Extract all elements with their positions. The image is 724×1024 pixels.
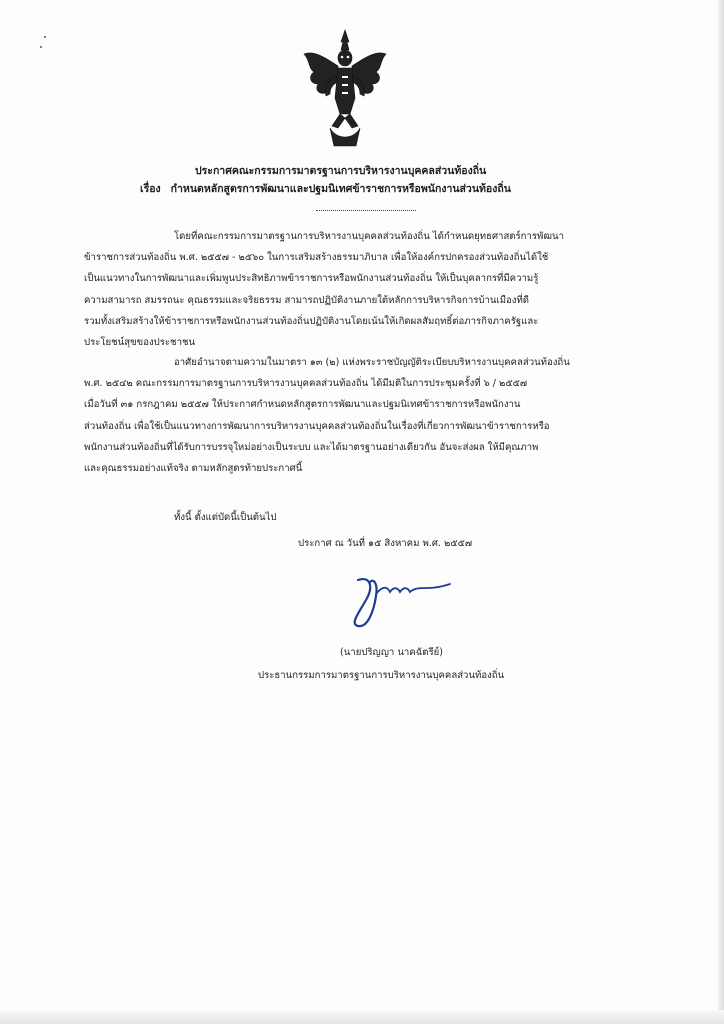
signer-name: (นายปริญญา นาคฉัตรีย์) bbox=[340, 647, 443, 658]
paragraph-line: โดยที่คณะกรรมการมาตรฐานการบริหารงานบุคคลส่วนท้องถิ่น ได้กำหนดยุทธศาสตร์การพัฒนา bbox=[174, 231, 564, 242]
paragraph-line: เมื่อวันที่ ๓๑ กรกฎาคม ๒๕๕๗ ให้ประกาศกำหนดหลักสูตรการพัฒนาและปฐมนิเทศข้าราชการหรือพนักงาน bbox=[84, 399, 521, 411]
subject-text: กำหนดหลักสูตรการพัฒนาและปฐมนิเทศข้าราชการหรือพนักงานส่วนท้องถิ่น bbox=[170, 183, 511, 195]
signer-position: ประธานกรรมการมาตรฐานการบริหารงานบุคคลส่วนท้องถิ่น bbox=[258, 670, 505, 681]
paragraph-line: ส่วนท้องถิ่น เพื่อใช้เป็นแนวทางการพัฒนาการบริหารงานบุคคลส่วนท้องถิ่นในเรื่องที่เกี่ยวการพัฒนาข้าราชการหรือ bbox=[84, 420, 550, 432]
paragraph-line: รวมทั้งเสริมสร้างให้ข้าราชการหรือพนักงานส่วนท้องถิ่นปฏิบัติงานโดยเน้นให้เกิดผลสัมฤทธิ์ต่อภารกิจภาครัฐและ bbox=[84, 315, 539, 327]
paragraph-line: ความสามารถ สมรรถนะ คุณธรรมและจริยธรรม สามารถปฏิบัติงานภายใต้หลักการบริหารกิจการบ้านเมืองที่ดี bbox=[84, 294, 530, 306]
announcement-title: ประกาศคณะกรรมการมาตรฐานการบริหารงานบุคคลส่วนท้องถิ่น bbox=[195, 165, 487, 177]
subject-label: เรื่อง bbox=[140, 183, 161, 195]
paragraph-line: ประโยชน์สุขของประชาชน bbox=[84, 336, 196, 348]
paragraph-authority bbox=[84, 352, 640, 479]
scan-speck bbox=[40, 46, 42, 48]
paragraph-line: ทั้งนี้ ตั้งแต่บัดนี้เป็นต้นไป bbox=[174, 512, 277, 523]
garuda-emblem-icon bbox=[300, 28, 390, 150]
announcement-subject bbox=[140, 181, 700, 197]
paragraph-line: เป็นแนวทางในการพัฒนาและเพิ่มพูนประสิทธิภาพข้าราชการหรือพนักงานส่วนท้องถิ่น ให้เป็นบุคลากรที่มีความรู้ bbox=[84, 273, 539, 285]
paragraph-effective bbox=[84, 507, 640, 528]
paragraph-line: พ.ศ. ๒๕๔๒ คณะกรรมการมาตรฐานการบริหารงานบุคคลส่วนท้องถิ่น ได้มีมติในการประชุมครั้งที่ ๖ / ๒๕๕๗ bbox=[84, 378, 528, 390]
paragraph-line: พนักงานส่วนท้องถิ่นที่ได้รับการบรรจุใหม่อย่างเป็นระบบ และได้มาตรฐานอย่างเดียวกัน อันจะส่งผล ให้มีคุณภาพ bbox=[84, 441, 539, 453]
scan-edge bbox=[0, 1010, 724, 1024]
title-divider bbox=[316, 210, 416, 211]
paragraph-line: ข้าราชการส่วนท้องถิ่น พ.ศ. ๒๕๕๗ - ๒๕๖๐ ในการเสริมสร้างธรรมาภิบาล เพื่อให้องค์กรปกครองส่วนท้องถิ่นได้ใช้ bbox=[84, 252, 549, 264]
scan-speck bbox=[44, 36, 46, 38]
paragraph-line: และคุณธรรมอย่างแท้จริง ตามหลักสูตรท้ายประกาศนี้ bbox=[84, 462, 303, 474]
handwritten-signature-icon bbox=[340, 570, 460, 630]
scan-edge bbox=[718, 0, 724, 1024]
announcement-date: ประกาศ ณ วันที่ ๑๕ สิงหาคม พ.ศ. ๒๕๕๗ bbox=[298, 538, 473, 549]
paragraph-preamble bbox=[84, 226, 640, 353]
paragraph-line: อาศัยอำนาจตามความในมาตรา ๑๓ (๒) แห่งพระราชบัญญัติระเบียบบริหารงานบุคคลส่วนท้องถิ่น bbox=[174, 357, 570, 368]
